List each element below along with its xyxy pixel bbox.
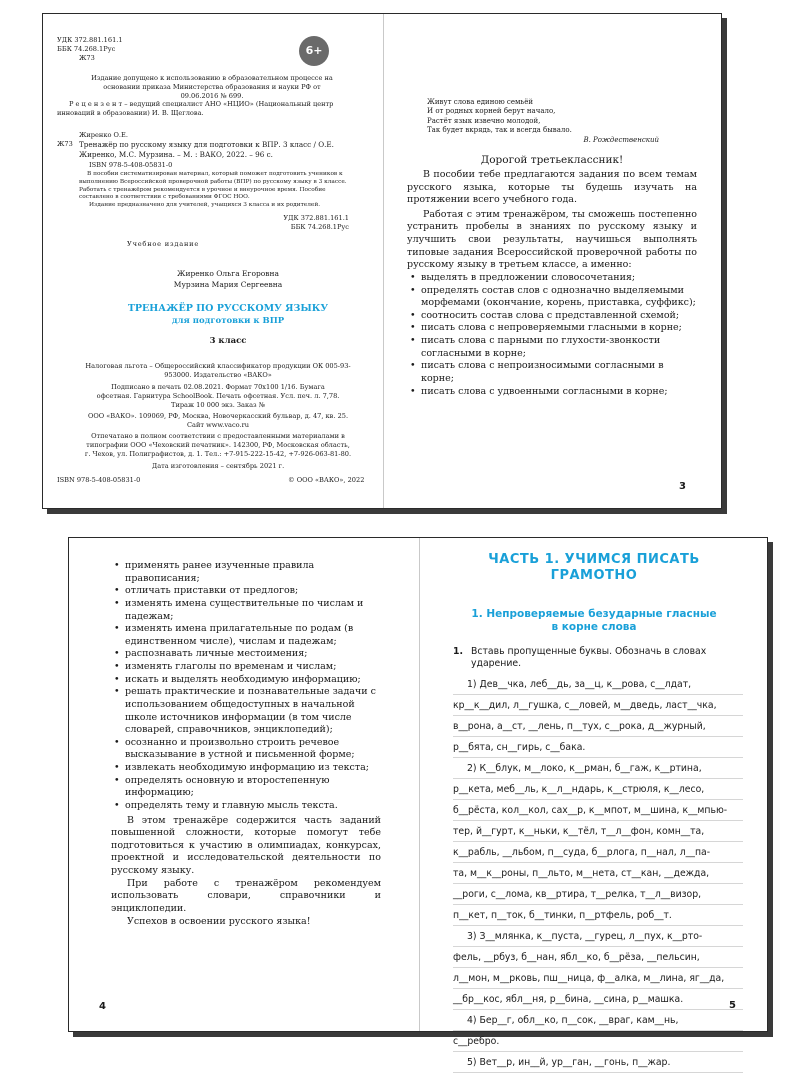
section-title: в корне слова <box>551 621 637 634</box>
exercise-line: 4) Бер__г, обл__ко, п__сок, __враг, кам__нь, <box>453 1010 743 1031</box>
epigraph <box>427 98 667 145</box>
annotation: В пособии систематизирован материал, который поможет подготовить учеников к выполнению Всероссийской проверочной работы (ВПР) по русскому языку в 3 классе. Работать с тренажёром рекомендуется в урочное и внеурочное время. Пособие составлено в соответствии с требованиями ФГОС НОО. <box>79 171 347 201</box>
epigraph-line: Так будет вкрядь, так и всегда бывало. <box>427 126 572 135</box>
page-number: 4 <box>99 1001 106 1012</box>
exercise-line: __роги, с__лома, кв__ртира, т__релка, т__л__визор, <box>453 884 743 905</box>
exercise-line: б__рёста, кол__кол, сах__р, к__мпот, м__шина, к__мпью- <box>453 800 743 821</box>
author-line: Жиренко О.Е. <box>79 131 128 139</box>
exercise-line: та, м__к__роны, п__льто, м__нета, ст__кан, __дежда, <box>453 863 743 884</box>
bbk2: ББК 74.268.1Рус <box>290 222 349 231</box>
age-rating-badge: 6+ <box>299 36 329 66</box>
isbn-bottom: ISBN 978-5-408-05831-0 <box>57 476 141 484</box>
audience: Издание предназначено для учителей, учащихся 3 класса и их родителей. <box>89 202 321 208</box>
epigraph-author: В. Рождественский <box>583 135 659 144</box>
list-item: • писать слова с непроизносимыми согласными в корне; <box>407 360 697 385</box>
goals-paragraph: Работая с этим тренажёром, ты сможешь постепенно устранить пробелы в знаниях по русскому языку и улучшить свои результаты, научишься выполнять типовые задания Всероссийской проверочной работы по русскому языку в третьем классе, а именно: <box>407 208 697 271</box>
list-item: • соотносить состав слова с представленной схемой; <box>407 310 697 323</box>
section-heading <box>439 608 749 634</box>
list-item: • определять тему и главную мысль текста. <box>111 800 381 813</box>
list-item: • применять ранее изученные правила правописания; <box>111 560 381 585</box>
list-item: • писать слова с непроверяемыми гласными в корне; <box>407 322 697 335</box>
task-instruction: Вставь пропущенные буквы. Обозначь в словах ударение. <box>471 646 707 670</box>
page-4 <box>69 538 419 1031</box>
exercise-line: р__кета, меб__ль, к__л__ндарь, к__стрюля, к__лесо, <box>453 779 743 800</box>
print-info: Подписано в печать 02.08.2021. Формат 70x100 1/16. Бумага офсетная. Гарнитура SchoolBook. Печать офсетная. Усл. печ. л. 7,78. Тираж 10 000 экз. Заказ № <box>96 383 340 409</box>
list-item: • искать и выделять необходимую информацию; <box>111 674 381 687</box>
page3-body <box>407 154 697 398</box>
exercise-lines <box>453 674 743 1073</box>
list-item: • извлекать необходимую информацию из текста; <box>111 762 381 775</box>
copyright: © ООО «ВАКО», 2022 <box>288 476 365 484</box>
part-heading <box>439 552 749 585</box>
udk-block <box>57 36 123 63</box>
approval: Издание допущено к использованию в образовательном процессе на основании приказа Министерства образования и науки РФ от 09.06.2016 № 699. <box>91 74 333 100</box>
wish-paragraph: Успехов в освоении русского языка! <box>127 915 311 927</box>
isbn: ISBN 978-5-408-05831-0 <box>89 161 173 169</box>
tax-info: Налоговая льгота – Общероссийский классификатор продукции ОК 005-93-953000. Издательство «ВАКО» <box>85 362 351 379</box>
udk: УДК 372.881.161.1 <box>57 36 123 44</box>
list-item: • изменять имена прилагательные по родам (в единственном числе), числам и падежам; <box>111 623 381 648</box>
section-title: 1. Непроверяемые безударные гласные <box>471 608 717 620</box>
list-item: • распознавать личные местоимения; <box>111 648 381 661</box>
recommend-paragraph: При работе с тренажёром рекомендуем использовать словари, справочники и энциклопедии. <box>111 877 381 914</box>
exercise-line: п__кет, п__ток, б__тинки, п__ртфель, роб__т. <box>453 905 743 926</box>
udk2: УДК 372.881.161.1 <box>283 214 349 222</box>
task-header <box>453 646 743 670</box>
reviewer: Р е ц е н з е н т – ведущий специалист АНО «НЦИО» (Национальный центр инноваций в образовании) И. В. Щеглова. <box>57 100 334 117</box>
exercise-line: л__мон, м__рковь, пш__ница, ф__алка, м__лина, яг__да, <box>453 968 743 989</box>
list-item: • отличать приставки от предлогов; <box>111 585 381 598</box>
bbk: ББК 74.268.1Рус <box>57 44 116 53</box>
book-title: ТРЕНАЖЁР ПО РУССКОМУ ЯЗЫКУ <box>127 303 329 314</box>
part-title: ЧАСТЬ 1. УЧИМСЯ ПИСАТЬ <box>488 552 700 567</box>
part-title: ГРАМОТНО <box>550 568 638 584</box>
udk-bbk-bottom <box>243 214 349 232</box>
list-item: • осознанно и произвольно строить речевое высказывание в устной и письменной форме; <box>111 737 381 762</box>
exercise-line: с__ребро. <box>453 1031 743 1052</box>
exercise-line: к__рабль, __льбом, п__суда, б__рлога, п__нал, л__па- <box>453 842 743 863</box>
task-number: 1. <box>453 646 464 657</box>
publisher: ООО «ВАКО». 109069, РФ, Москва, Новочеркасский бульвар, д. 47, кв. 25. Сайт www.vaco.ru <box>87 412 349 429</box>
list-item: • определять основную и второстепенную информацию; <box>111 775 381 800</box>
production-date: Дата изготовления – сентябрь 2021 г. <box>151 462 285 470</box>
page-3 <box>383 14 723 508</box>
author1: Жиренко Ольга Егоровна <box>177 269 279 278</box>
list-item: • изменять имена существительные по числам и падежам; <box>111 598 381 623</box>
grade: 3 класс <box>209 336 247 346</box>
intro-paragraph: В пособии тебе предлагаются задания по всем темам русского языка, которые ты будешь изучать на протяжении всего учебного года. <box>407 168 697 206</box>
printer: Отпечатано в полном соответствии с предоставленными материалами в типографии ООО «Чеховский печатник». 142300, РФ, Московская область, г. Чехов, ул. Полиграфистов, д. 1. Тел.: +7-915-222-15-42, +7-926-063-81-80. <box>84 432 352 458</box>
list-item: • писать слова с парными по глухости-звонкости согласными в корне; <box>407 335 697 360</box>
list-item: • писать слова с удвоенными согласными в корне; <box>407 386 697 399</box>
bottom-spread <box>68 537 768 1068</box>
exercise-line: __бр__кос, ябл__ня, р__бина, __сина, р__машка. <box>453 989 743 1010</box>
top-spread <box>42 13 722 509</box>
exercise-line: р__бята, сн__гирь, с__бака. <box>453 737 743 758</box>
page4-body <box>111 560 381 928</box>
greeting: Дорогой третьеклассник! <box>480 154 624 166</box>
epigraph-line: И от родных корней берут начало, <box>427 107 556 116</box>
code: Ж73 <box>79 53 95 62</box>
epigraph-line: Растёт язык извечно молодой, <box>427 116 541 125</box>
code2: Ж73 <box>57 140 73 148</box>
author2: Мурзина Мария Сергеевна <box>173 279 283 289</box>
list-item: • изменять глаголы по временам и числам; <box>111 661 381 674</box>
task-1 <box>453 646 743 670</box>
exercise-line: фель, __рбуз, б__нан, ябл__ко, б__рёза, __пельсин, <box>453 947 743 968</box>
exercise-line: кр__к__дил, л__гушка, с__ловей, м__дведь, ласт__чка, <box>453 695 743 716</box>
authors <box>73 269 383 291</box>
exercise-line: 2) К__блук, м__локо, к__рман, б__гаж, к__ртина, <box>453 758 743 779</box>
list-item: • определять состав слов с однозначно выделяемыми морфемами (окончание, корень, приставка, суффикс); <box>407 285 697 310</box>
exercise-line: 5) Вет__р, ин__й, ур__ган, __гонь, п__жар. <box>453 1052 743 1073</box>
exercise-line: 3) З__млянка, к__пуста, __гурец, л__пух, к__рто- <box>453 926 743 947</box>
book-desc: Тренажёр по русскому языку для подготовки к ВПР. 3 класс / О.Е. Жиренко, М.С. Мурзина. – М. : ВАКО, 2022. – 96 с. <box>79 140 334 159</box>
edition-type: Учебное издание <box>127 240 200 248</box>
list-item: • решать практические и познавательные задачи с использованием общедоступных в начальной школе источников информации (в том числе словарей, справочников, энциклопедий); <box>111 686 381 737</box>
page-number: 3 <box>679 481 686 492</box>
exercise-line: 1) Дев__чка, леб__дь, за__ц, к__рова, с__лдат, <box>453 674 743 695</box>
advanced-tasks-paragraph: В этом тренажёре содержится часть заданий повышенной сложности, которые помогут тебе подготовиться к участию в олимпиадах, конкурсах, проектной и исследовательской деятельности по русскому языку. <box>111 814 381 876</box>
exercise-line: в__рона, а__ст, __лень, п__тух, с__рока, д__журный, <box>453 716 743 737</box>
page-number: 5 <box>729 1000 736 1011</box>
exercise-line: тер, й__гурт, к__ньки, к__тёл, т__л__фон, комн__та, <box>453 821 743 842</box>
page-5 <box>419 538 769 1068</box>
book-subtitle: для подготовки к ВПР <box>171 316 285 326</box>
epigraph-line: Живут слова единою семьёй <box>427 98 534 106</box>
list-item: • выделять в предложении словосочетания; <box>407 272 697 285</box>
imprint-page <box>43 14 383 508</box>
